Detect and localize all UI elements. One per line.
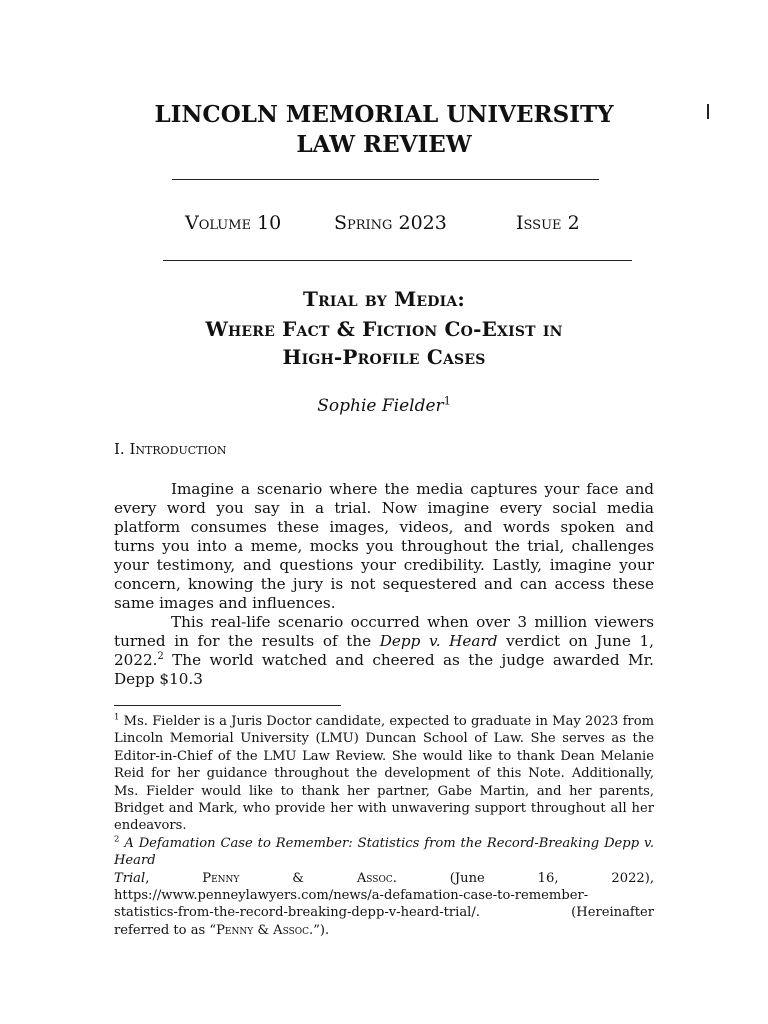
author-line — [0, 396, 768, 416]
body-text — [114, 480, 654, 689]
footnotes — [114, 713, 654, 939]
footnote-2-ref-short: Penny & Assoc. — [216, 922, 314, 938]
footnote-2 — [114, 835, 654, 939]
footnote-1-mark: 1 — [114, 712, 120, 723]
case-name: Depp v. Heard — [379, 632, 498, 650]
volume-label: Volume 10 — [185, 212, 282, 234]
article-title-line3: High-Profile Cases — [282, 345, 486, 369]
footnote-ref-2[interactable]: 2 — [157, 650, 164, 662]
section-heading — [114, 440, 227, 458]
article-title-line1: Trial by Media: — [302, 287, 466, 311]
paragraph-2 — [114, 613, 654, 689]
page-edge-mark — [707, 104, 709, 119]
footnote-2-url-line-2[interactable]: statistics-from-the-record-breaking-depp-v-heard-trial/. — [114, 905, 480, 921]
article-title-line2: Where Fact & Fiction Co-Exist in — [205, 317, 563, 341]
footnote-2-line-1 — [114, 835, 654, 870]
footnote-2-ref-post: ”). — [313, 922, 330, 938]
footnote-2-title-a: A Defamation Case to Remember: Statistics from the Record-Breaking Depp v. Heard — [114, 835, 654, 869]
footnote-2-line-4 — [114, 904, 654, 921]
journal-title-line1: LINCOLN MEMORIAL UNIVERSITY — [154, 101, 614, 128]
footnote-1 — [114, 713, 654, 835]
footnote-2-line-5 — [114, 922, 654, 939]
footnote-2-date-a: (June — [449, 870, 485, 886]
footnote-2-mark: 2 — [114, 834, 120, 845]
paragraph-2-text-a: This real-life scenario occurred when over 3 million viewers turned in for the results of the — [114, 613, 654, 650]
issue-label: Issue 2 — [516, 212, 580, 234]
header-rule-bottom — [163, 260, 632, 261]
footnote-2-title-b: Trial — [114, 870, 146, 886]
footnote-2-hereinafter: (Hereinafter — [571, 905, 654, 921]
footnote-2-line-2 — [114, 870, 654, 887]
footnote-2-date-c: 2022), — [611, 870, 654, 886]
footnote-separator — [114, 705, 341, 706]
footnote-2-date-b: 16, — [537, 870, 559, 886]
paragraph-2-text-b: verdict on June 1, 2022. — [114, 632, 654, 669]
section-title: Introduction — [129, 440, 227, 458]
footnote-2-publisher-a: Penny — [202, 870, 240, 886]
footnote-2-url-line-1[interactable]: https://www.penneylawyers.com/news/a-defamation-case-to-remember- — [114, 888, 589, 904]
paragraph-1: Imagine a scenario where the media captures your face and every word you say in a trial. Now imagine every social media platform consumes these images, videos, and words spoken and turns you into a meme, mocks you throughout the trial, challenges your testimony, and questions your credibility. Lastly, imagine your concern, knowing the jury is not sequestered and can access these same images and influences. — [114, 480, 654, 612]
footnote-ref-1[interactable]: 1 — [443, 394, 451, 408]
header-rule-top — [172, 179, 599, 180]
footnote-1-text: Ms. Fielder is a Juris Doctor candidate, expected to graduate in May 2023 from Lincoln Memorial University (LMU) Duncan School of Law. She serves as the Editor-in-Chief of the LMU Law Review. She would like to thank Dean Melanie Reid for her guidance throughout the development of this Note. Additionally, Ms. Fielder would like to thank her partner, Gabe Martin, and her parents, Bridget and Mark, who provide her with unwavering support throughout all her endeavors. — [114, 714, 654, 834]
footnote-2-ref-pre: referred to as “ — [114, 922, 217, 938]
author-name: Sophie Fielder — [317, 396, 444, 416]
paragraph-2-text-c: The world watched and cheered as the judge awarded Mr. Depp $10.3 — [114, 651, 654, 688]
season-label: Spring 2023 — [334, 212, 447, 234]
footnote-2-amp: & — [292, 870, 304, 886]
journal-title-line2: LAW REVIEW — [296, 131, 472, 158]
footnote-2-publisher-b: Assoc. — [356, 870, 397, 886]
footnote-2-comma: , — [145, 870, 150, 886]
section-number: I. — [114, 440, 125, 458]
